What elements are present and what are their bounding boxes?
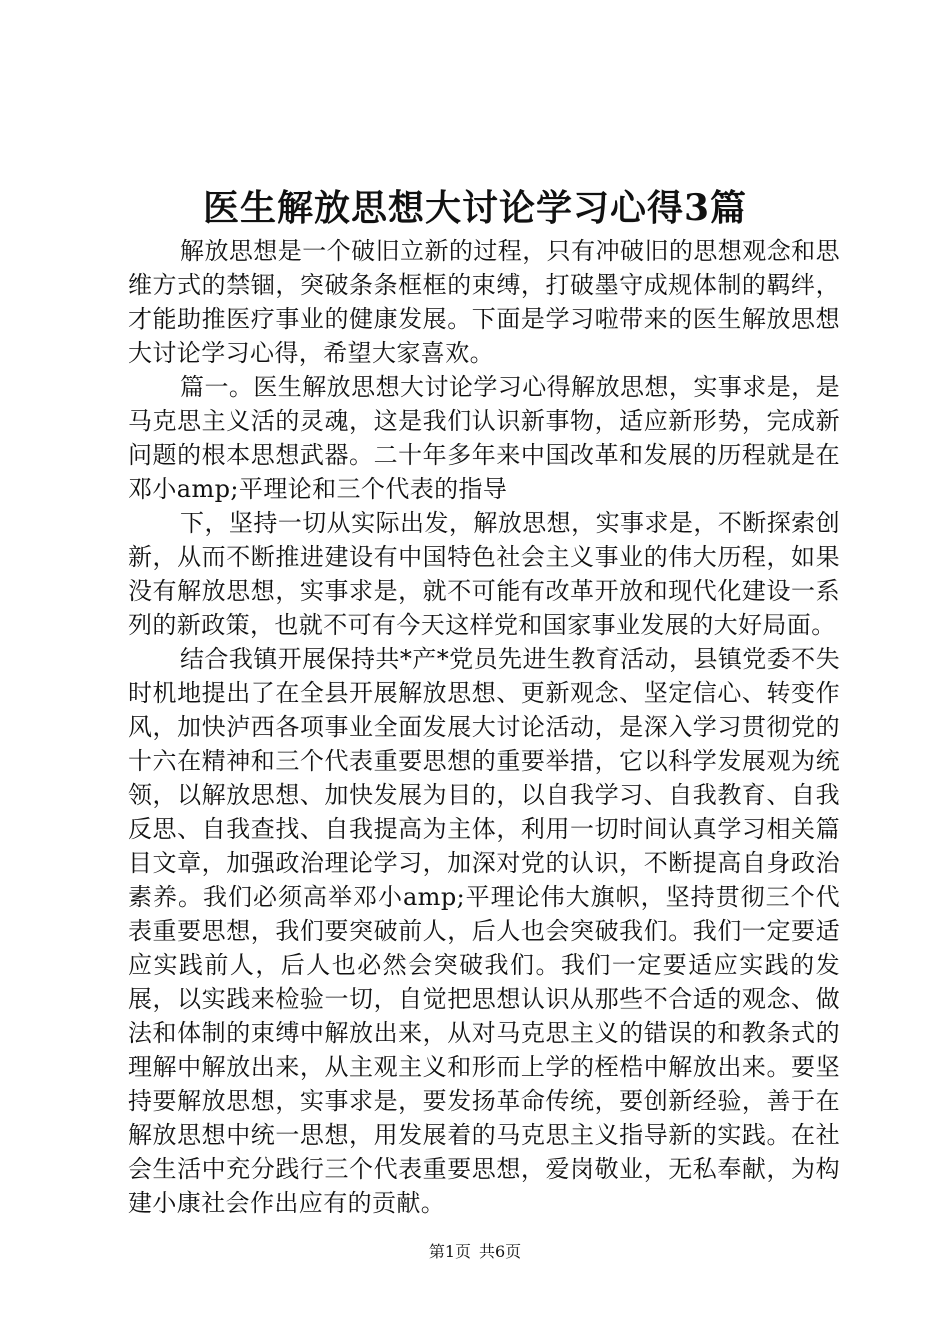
page-footer (0, 1241, 950, 1263)
document-title: 医生解放思想大讨论学习心得3篇 (202, 187, 748, 229)
paragraph-part-one: 篇一。医生解放思想大讨论学习心得解放思想，实事求是，是马克思主义活的灵魂，这是我们认识新事物，适应新形势，完成新问题的根本思想武器。二十年多年来中国改革和发展的历程就是在邓小amp;平理论和三个代表的指导 (128, 373, 840, 503)
paragraph-continuation: 下，坚持一切从实际出发，解放思想，实事求是，不断探索创新，从而不断推进建设有中国特色社会主义事业的伟大历程，如果没有解放思想，实事求是，就不可能有改革开放和现代化建设一系列的新政策，也就不可有今天这样党和国家事业发展的大好局面。 (128, 509, 840, 639)
paragraph-main: 结合我镇开展保持共*产*党员先进生教育活动，县镇党委不失时机地提出了在全县开展解放思想、更新观念、坚定信心、转变作风，加快泸西各项事业全面发展大讨论活动，是深入学习贯彻党的十六在精神和三个代表重要思想的重要举措，它以科学发展观为统领，以解放思想、加快发展为目的，以自我学习、自我教育、自我反思、自我查找、自我提高为主体，利用一切时间认真学习相关篇目文章，加强政治理论学习，加深对党的认识，不断提高自身政治素养。我们必须高举邓小amp;平理论伟大旗帜，坚持贯彻三个代表重要思想，我们要突破前人，后人也会突破我们。我们一定要适应实践前人，后人也必然会突破我们。我们一定要适应实践的发展，以实践来检验一切，自觉把思想认识从那些不合适的观念、做法和体制的束缚中解放出来，从对马克思主义的错误的和教条式的理解中解放出来，从主观主义和形而上学的桎梏中解放出来。要坚持要解放思想，实事求是，要发扬革命传统，要创新经验，善于在解放思想中统一思想，用发展着的马克思主义指导新的实践。在社会生活中充分践行三个代表重要思想，爱岗敬业，无私奉献，为构建小康社会作出应有的贡献。 (128, 645, 840, 1217)
page-number-total: 共6页 (479, 1242, 522, 1261)
paragraph-intro: 解放思想是一个破旧立新的过程，只有冲破旧的思想观念和思维方式的禁锢，突破条条框框的束缚，打破墨守成规体制的羁绊，才能助推医疗事业的健康发展。下面是学习啦带来的医生解放思想大讨论学习心得，希望大家喜欢。 (128, 237, 840, 367)
document-body (128, 234, 840, 1220)
page-number-current: 第1页 (428, 1242, 471, 1261)
